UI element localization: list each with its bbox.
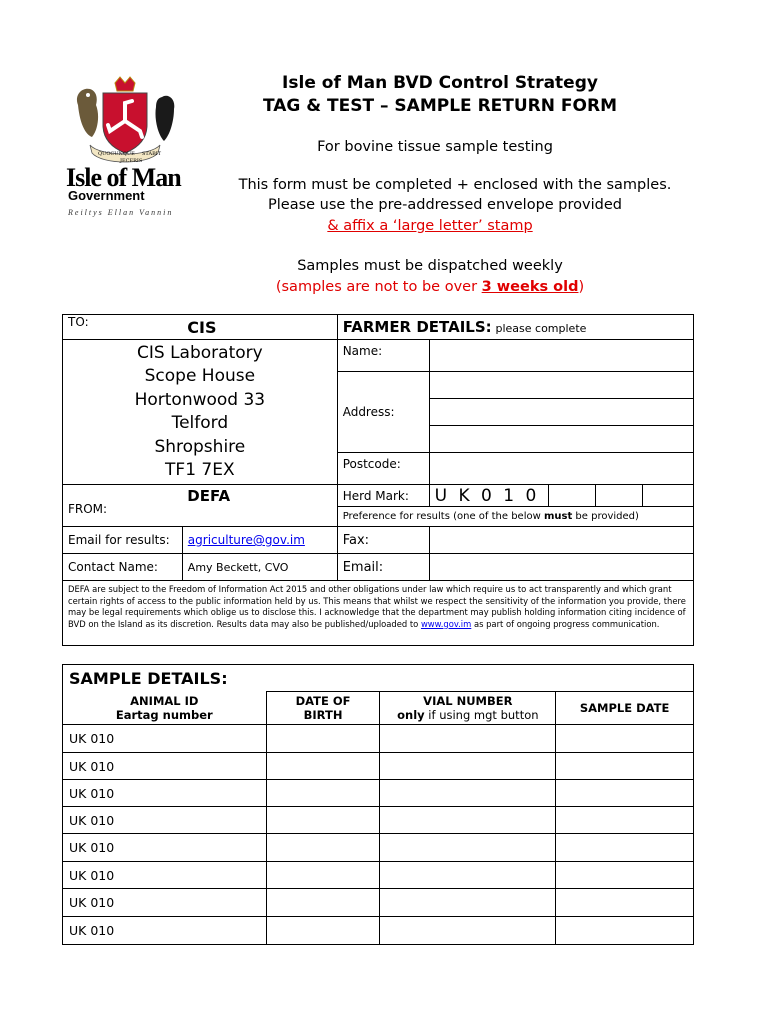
email-label: Email:: [337, 554, 429, 581]
logo-name: Isle of Man: [66, 163, 181, 192]
disclaimer-link[interactable]: www.gov.im: [420, 618, 472, 629]
herd-mark-box[interactable]: [643, 485, 694, 507]
logo-motto: Reiltys Ellan Vannin: [68, 208, 174, 217]
crest-motto-left: QUOCUNQUE: [98, 151, 135, 157]
sample-date-cell[interactable]: [556, 862, 694, 889]
logo-subname: Government: [68, 188, 145, 203]
fax-label: Fax:: [337, 527, 429, 554]
vial-cell[interactable]: [380, 725, 556, 753]
to-address-line: TF1 7EX: [165, 460, 235, 480]
form-title-line2: TAG & TEST – SAMPLE RETURN FORM: [263, 96, 617, 116]
herd-mark-box[interactable]: [596, 485, 643, 507]
dob-cell[interactable]: [266, 889, 380, 917]
col-dob-line2: BIRTH: [303, 708, 343, 722]
col-vial-rest: if using mgt button: [424, 708, 539, 722]
vial-cell[interactable]: [380, 917, 556, 945]
vial-cell[interactable]: [380, 780, 556, 807]
eartag-cell[interactable]: UK 010: [63, 753, 267, 780]
address-label: Address:: [337, 372, 429, 453]
sample-date-cell[interactable]: [556, 780, 694, 807]
col-animal-id-line1: ANIMAL ID: [130, 693, 199, 708]
instruction-line3: & affix a ‘large letter’ stamp: [327, 218, 533, 234]
vial-cell[interactable]: [380, 753, 556, 780]
eartag-cell[interactable]: UK 010: [63, 725, 267, 753]
to-address-line: Telford: [171, 413, 229, 433]
preference-note: [337, 507, 693, 527]
address-field-line1[interactable]: [429, 372, 693, 399]
form-title-line1: Isle of Man BVD Control Strategy: [282, 73, 598, 93]
dob-cell[interactable]: [266, 725, 380, 753]
sample-date-cell[interactable]: [556, 889, 694, 917]
eartag-cell[interactable]: UK 010: [63, 889, 267, 917]
postcode-field[interactable]: [429, 453, 693, 485]
dob-cell[interactable]: [266, 753, 380, 780]
col-vial-bold: only: [397, 708, 425, 722]
instruction-line1: This form must be completed + enclosed with the samples.: [238, 177, 672, 193]
address-field-line2[interactable]: [429, 399, 693, 426]
email-results-link[interactable]: agriculture@gov.im: [187, 533, 305, 547]
to-address-line: Hortonwood 33: [134, 389, 266, 410]
preference-prefix: Preference for results (one of the below: [342, 511, 544, 522]
to-address-line: Scope House: [144, 366, 256, 386]
form-subtitle: For bovine tissue sample testing: [317, 139, 553, 155]
dob-cell[interactable]: [266, 862, 380, 889]
disclaimer-suffix: as part of ongoing progress communication.: [471, 618, 660, 629]
sample-heading: SAMPLE DETAILS:: [63, 665, 694, 692]
contact-name-value: Amy Beckett, CVO: [182, 554, 337, 581]
col-dob-line1: DATE OF: [295, 694, 351, 708]
dob-cell[interactable]: [266, 780, 380, 807]
address-field-line3[interactable]: [429, 426, 693, 453]
age-note: [200, 279, 660, 295]
dob-cell[interactable]: [266, 917, 380, 945]
disclaimer-body: DEFA are subject to the Freedom of Information Act 2015 and other obligations under law which require us to act transparently and which grant certain rights of access to the public information held by us. This means that whilst we respect the sensitivity of the information you provide, there may be legal requirements which oblige us to disclose this. I acknowledge that the department may publish holding information citing incidence of BVD on the Island as its discretion. Results data may also be published/uploaded to: [68, 584, 686, 629]
eartag-cell[interactable]: UK 010: [63, 862, 267, 889]
farmer-heading-cell: [337, 315, 693, 340]
col-animal-id-line2: Eartag number: [115, 707, 213, 722]
vial-cell[interactable]: [380, 862, 556, 889]
to-address: [63, 340, 338, 485]
crest-motto-right: STABIT: [142, 151, 162, 157]
sample-date-cell[interactable]: [556, 753, 694, 780]
to-label: TO:: [63, 315, 183, 340]
farmer-heading: FARMER DETAILS:: [342, 318, 492, 336]
eartag-cell[interactable]: UK 010: [63, 917, 267, 945]
age-note-suffix: ): [578, 279, 585, 295]
col-sample-date: SAMPLE DATE: [556, 692, 694, 725]
email-field[interactable]: [429, 554, 693, 581]
dispatch-note: Samples must be dispatched weekly: [297, 258, 563, 274]
isle-of-man-crest-logo: [70, 75, 180, 170]
to-name: CIS: [182, 315, 337, 340]
preference-bold: must: [543, 511, 573, 522]
herd-mark-label: Herd Mark:: [337, 485, 429, 507]
col-vial-line1: VIAL NUMBER: [423, 694, 513, 708]
vial-cell[interactable]: [380, 807, 556, 834]
eartag-cell[interactable]: UK 010: [63, 807, 267, 834]
farmer-heading-note: please complete: [495, 322, 587, 335]
herd-mark-value: U K 0 1 0: [429, 485, 549, 507]
sample-date-cell[interactable]: [556, 834, 694, 862]
contact-name-label: Contact Name:: [63, 554, 183, 581]
col-animal-id: [63, 692, 267, 725]
email-results-label: Email for results:: [63, 527, 183, 554]
from-label: FROM:: [63, 485, 183, 527]
to-address-line: CIS Laboratory: [137, 342, 263, 363]
sample-date-cell[interactable]: [556, 807, 694, 834]
col-date-of-birth: [266, 692, 380, 725]
herd-mark-box[interactable]: [549, 485, 596, 507]
sample-date-cell[interactable]: [556, 725, 694, 753]
eartag-cell[interactable]: UK 010: [63, 834, 267, 862]
sample-details-table: [62, 664, 694, 945]
to-address-line: Shropshire: [154, 436, 246, 457]
address-table: [62, 314, 694, 646]
sample-date-cell[interactable]: [556, 917, 694, 945]
dob-cell[interactable]: [266, 834, 380, 862]
eartag-cell[interactable]: UK 010: [63, 780, 267, 807]
instruction-line2: Please use the pre-addressed envelope provided: [268, 197, 622, 213]
age-note-prefix: (samples are not to be over: [275, 279, 482, 295]
preference-suffix: be provided): [572, 511, 639, 522]
dob-cell[interactable]: [266, 807, 380, 834]
fax-field[interactable]: [429, 527, 693, 554]
vial-cell[interactable]: [380, 889, 556, 917]
crest-motto-bottom: JECERIS: [120, 158, 143, 164]
from-name: DEFA: [182, 485, 337, 527]
postcode-label: Postcode:: [337, 453, 429, 485]
name-label: Name:: [337, 340, 429, 372]
age-note-bold: 3 weeks old: [481, 279, 579, 295]
col-vial-number: [380, 692, 556, 725]
disclaimer-text: [63, 581, 694, 646]
name-field[interactable]: [429, 340, 693, 372]
vial-cell[interactable]: [380, 834, 556, 862]
email-results-value: [182, 527, 337, 554]
